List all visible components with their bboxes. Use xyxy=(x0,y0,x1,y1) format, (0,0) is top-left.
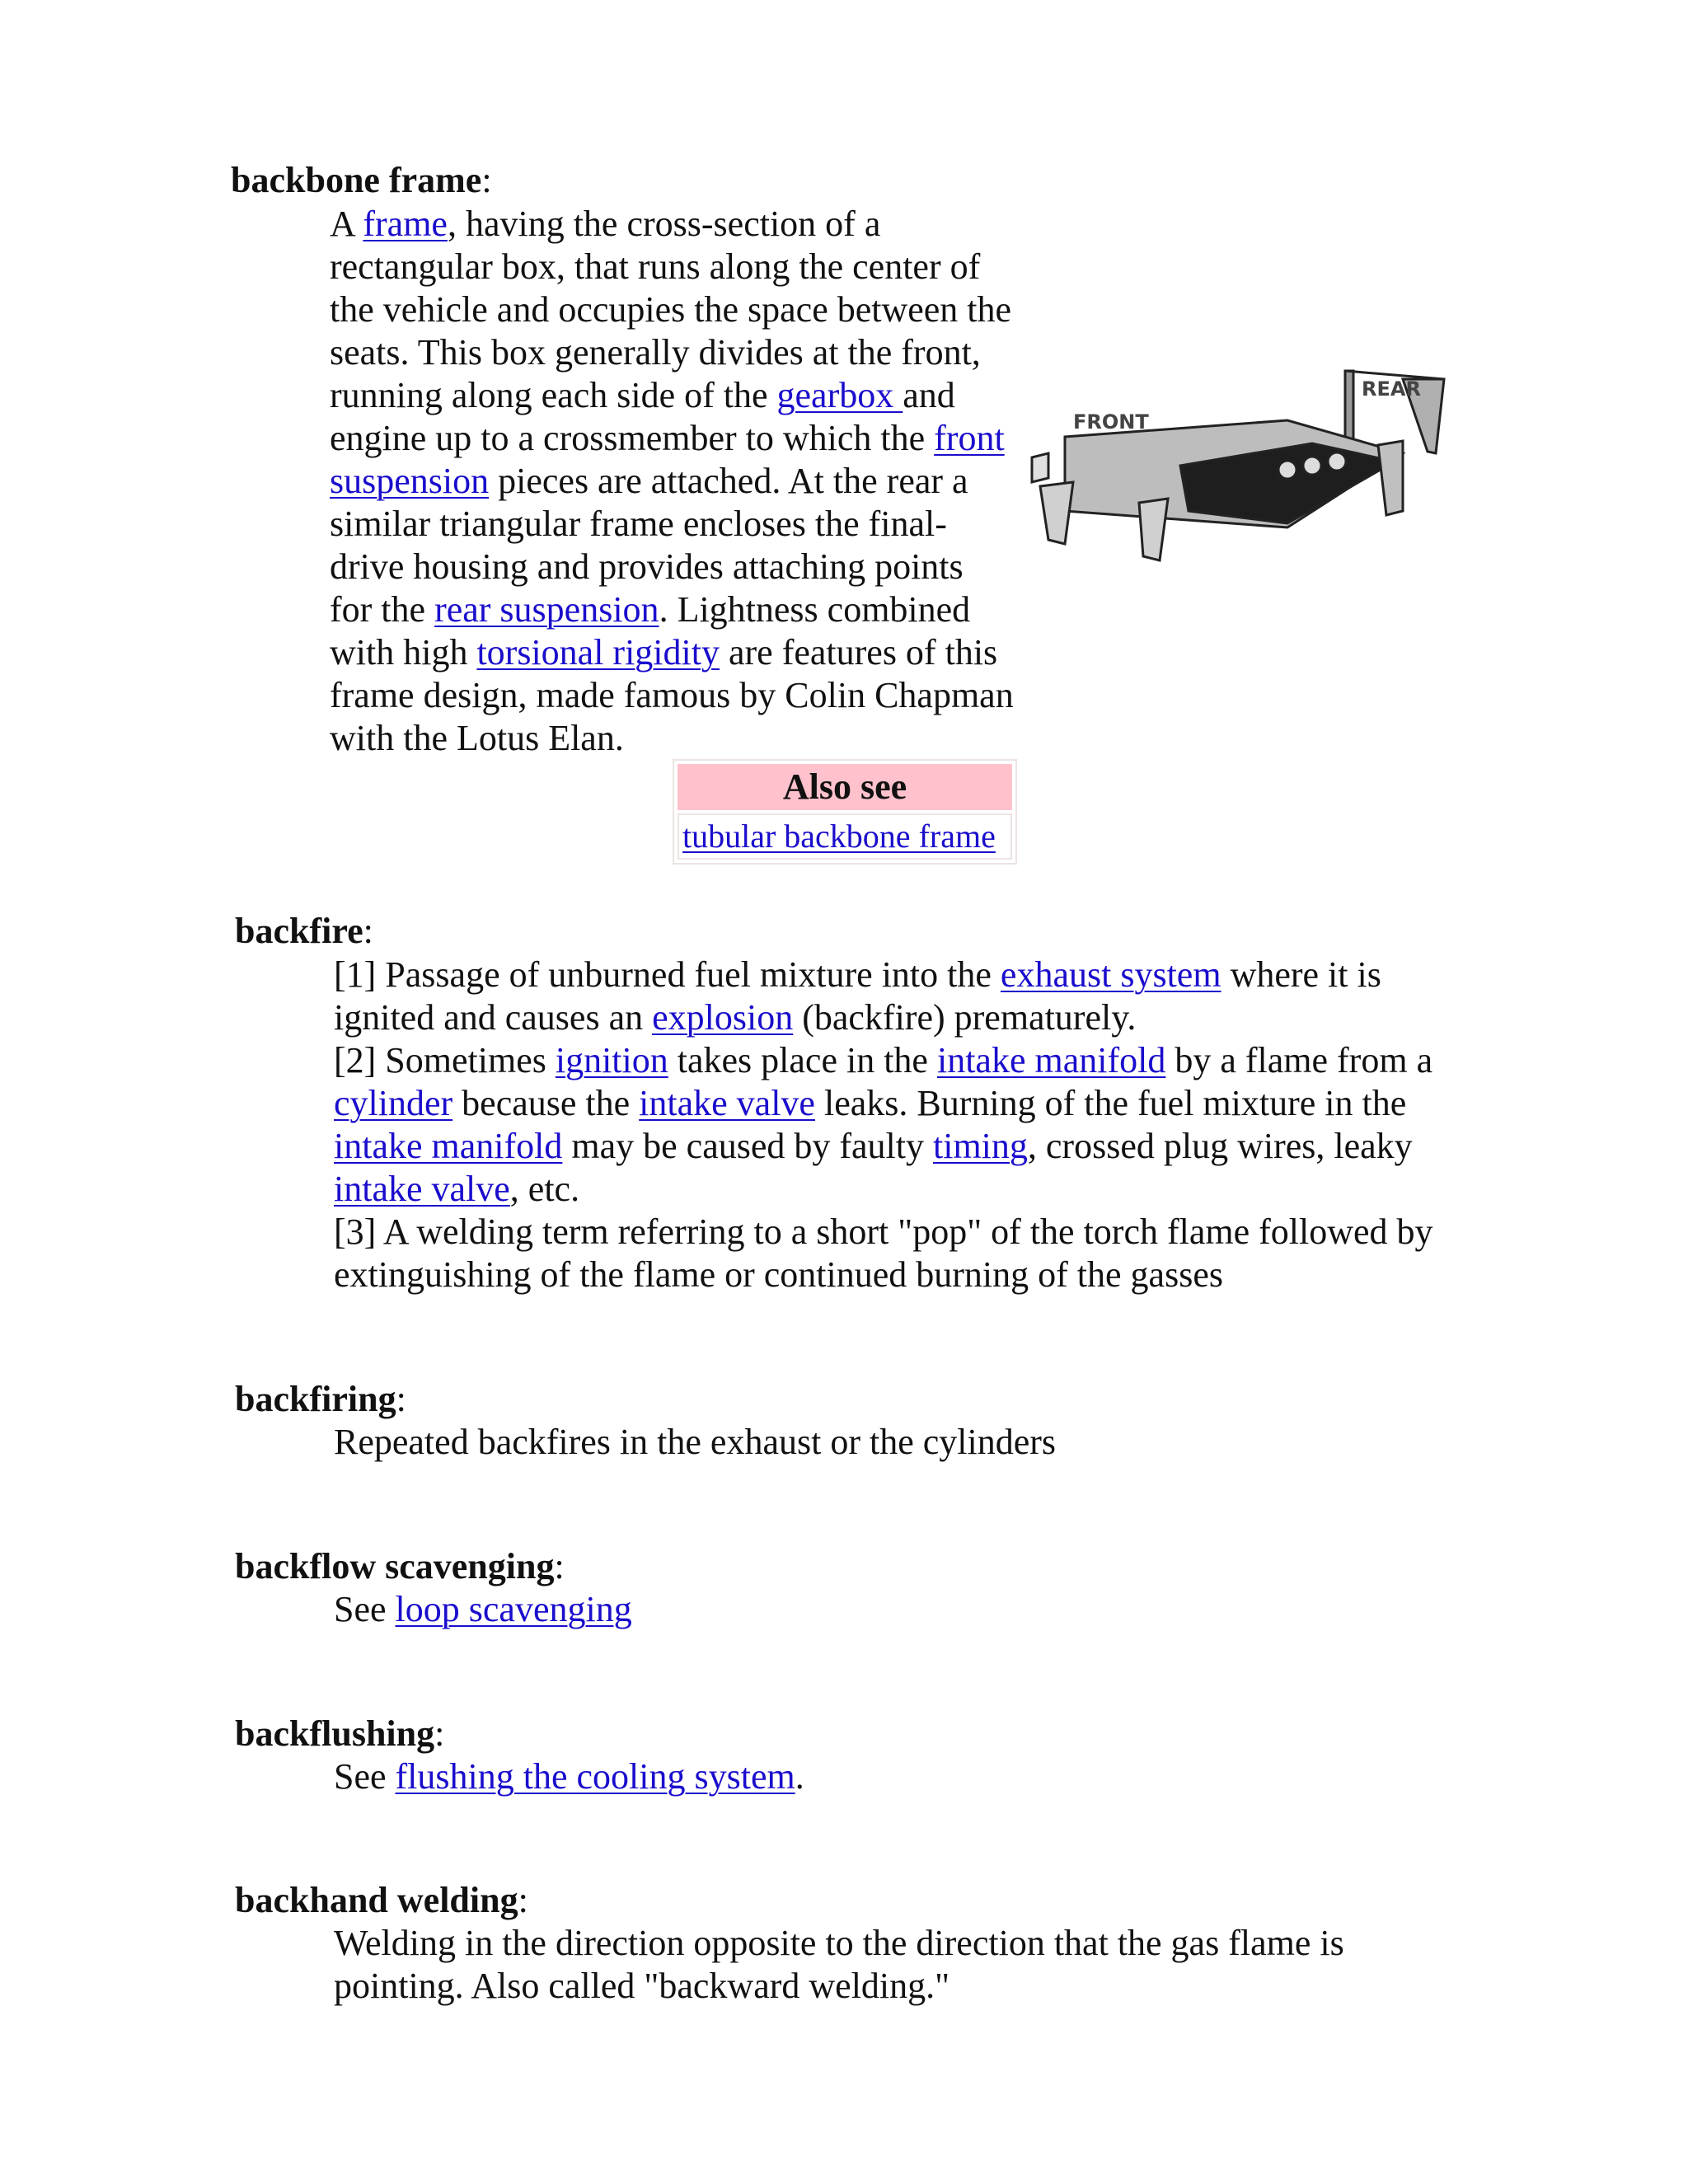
term-text: backflushing xyxy=(235,1713,435,1754)
link-torsional-rigidity[interactable]: torsional rigidity xyxy=(476,632,720,673)
definition-text: . xyxy=(795,1756,804,1797)
link-ignition[interactable]: ignition xyxy=(555,1040,668,1080)
term-backbone-frame xyxy=(231,159,492,202)
term-text: backhand welding xyxy=(235,1880,518,1920)
definition-sense-3: [3] A welding term referring to a short "pop" of the torch flame followed by extinguishing of the flame or continued burning of the gasses xyxy=(334,1212,1433,1295)
link-gearbox[interactable]: gearbox xyxy=(776,375,903,415)
term-backfire xyxy=(235,910,373,953)
definition-backbone-frame xyxy=(330,203,1014,760)
definition-backfire xyxy=(334,954,1463,1296)
term-backflow-scavenging xyxy=(235,1545,565,1588)
link-timing[interactable]: timing xyxy=(933,1126,1028,1166)
definition-text: See xyxy=(334,1756,396,1797)
link-cylinder[interactable]: cylinder xyxy=(334,1083,453,1123)
also-see-heading: Also see xyxy=(678,764,1012,810)
definition-text: (backfire) prematurely. xyxy=(793,997,1137,1038)
link-front-suspension[interactable]: front suspension xyxy=(330,418,1005,501)
link-frame[interactable]: frame xyxy=(363,204,448,244)
definition-text: [2] Sometimes xyxy=(334,1040,556,1080)
definition-sense-2 xyxy=(334,1039,1463,1211)
definition-backhand-welding: Welding in the direction opposite to the direction that the gas flame is pointing. Also called "backward welding." xyxy=(334,1923,1344,2006)
definition-text: pieces are attached. At the rear a similar triangular frame encloses the final-drive housing and provides attaching points for the xyxy=(330,461,968,630)
definition-backflushing xyxy=(334,1755,1463,1798)
definition-text: . Lightness combined with high xyxy=(330,589,971,673)
definition-text: See xyxy=(334,1589,396,1629)
link-intake-manifold[interactable]: intake manifold xyxy=(936,1040,1166,1080)
definition-backflow-scavenging xyxy=(334,1588,1463,1631)
term-text: backflow scavenging xyxy=(235,1546,555,1586)
figure-label-front: FRONT xyxy=(1073,410,1149,434)
also-see-table xyxy=(673,759,1017,865)
definition-text: where it is ignited and causes an xyxy=(334,954,1381,1038)
definition-text: and engine up to a crossmember to which the xyxy=(330,375,955,458)
term-text: backbone frame xyxy=(231,160,482,200)
link-intake-valve[interactable]: intake valve xyxy=(639,1083,815,1123)
definition-text: [1] Passage of unburned fuel mixture into the xyxy=(334,954,1001,995)
definition-backfiring: Repeated backfires in the exhaust or the cylinders xyxy=(334,1422,1057,1462)
term-text: backfire xyxy=(235,911,363,951)
term-backhand-welding xyxy=(235,1879,528,1922)
definition-text: because the xyxy=(452,1083,640,1123)
term-colon: : xyxy=(434,1713,445,1754)
definition-text: takes place in the xyxy=(668,1040,937,1080)
term-colon: : xyxy=(481,160,492,200)
term-backfiring xyxy=(235,1378,406,1421)
definition-text: may be caused by faulty xyxy=(562,1126,933,1166)
link-exhaust-system[interactable]: exhaust system xyxy=(1000,954,1221,995)
definition-text: by a flame from a xyxy=(1165,1040,1433,1080)
definition-text: , crossed plug wires, leaky xyxy=(1027,1126,1413,1166)
definition-sense-1 xyxy=(334,954,1463,1039)
link-tubular-backbone-frame[interactable]: tubular backbone frame xyxy=(682,818,996,855)
link-loop-scavenging[interactable]: loop scavenging xyxy=(395,1589,632,1629)
link-flushing-the-cooling-system[interactable]: flushing the cooling system xyxy=(395,1756,795,1797)
term-text: backfiring xyxy=(235,1379,396,1419)
term-backflushing xyxy=(235,1713,444,1755)
term-colon: : xyxy=(363,911,373,951)
term-colon: : xyxy=(518,1880,528,1920)
term-colon: : xyxy=(554,1546,565,1586)
figure-label-rear: REAR xyxy=(1362,377,1421,401)
link-rear-suspension[interactable]: rear suspension xyxy=(434,589,659,630)
backbone-frame-illustration xyxy=(1015,346,1461,577)
also-see-cell xyxy=(678,813,1012,860)
term-colon: : xyxy=(396,1379,406,1419)
definition-text: , etc. xyxy=(509,1169,580,1209)
link-explosion[interactable]: explosion xyxy=(652,997,794,1038)
definition-text: A xyxy=(330,204,363,244)
link-intake-valve[interactable]: intake valve xyxy=(334,1169,510,1209)
definition-text: are features of this frame design, made famous by Colin Chapman with the Lotus Elan. xyxy=(330,632,1014,758)
definition-text: , having the cross-section of a rectangular box, that runs along the center of the vehicle and occupies the space between the seats. This box generally divides at the front, running along each side of the xyxy=(330,204,1012,415)
definition-text: leaks. Burning of the fuel mixture in the xyxy=(814,1083,1407,1123)
link-intake-manifold[interactable]: intake manifold xyxy=(334,1126,563,1166)
